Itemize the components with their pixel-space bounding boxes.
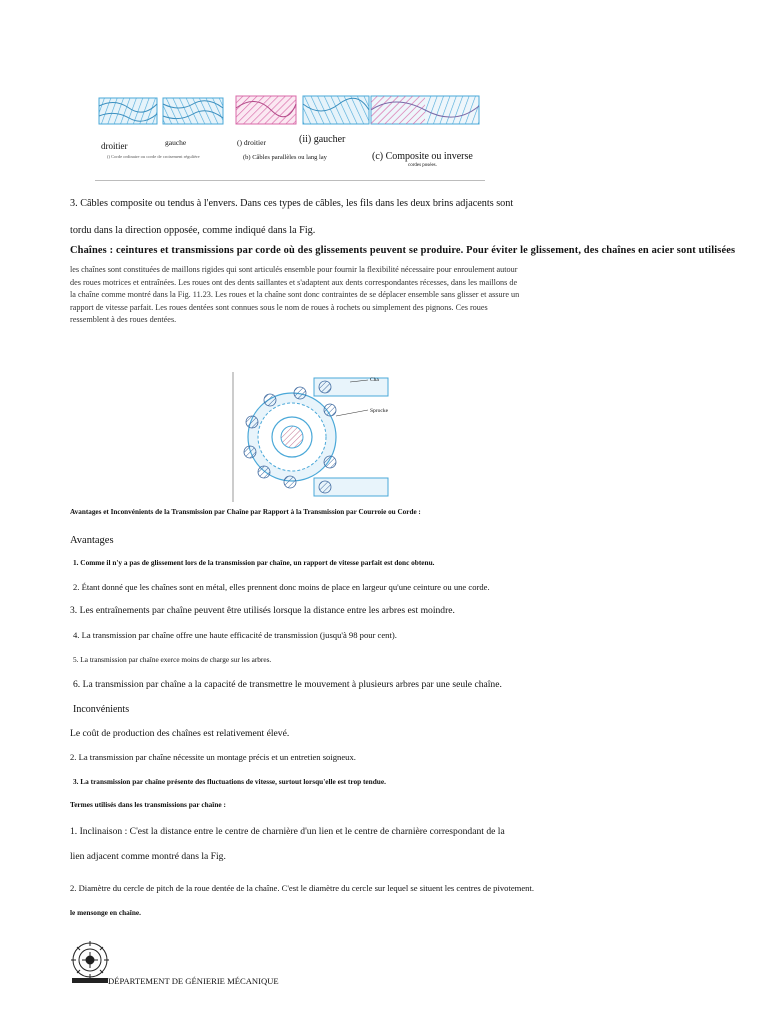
terme-1-line-2: lien adjacent comme montré dans la Fig. <box>70 851 226 862</box>
avantages-heading: Avantages <box>70 535 114 546</box>
paragraph-3-line-2: tordu dans la direction opposée, comme indiqué dans la Fig. <box>70 225 316 236</box>
avantage-3: 3. Les entraînements par chaîne peuvent être utilisés lorsque la distance entre les arbres est moindre. <box>70 605 455 616</box>
cable-lays-drawing <box>95 88 485 183</box>
avantage-6: 6. La transmission par chaîne a la capacité de transmettre le mouvement à plusieurs arbres par une seule chaîne. <box>73 679 502 690</box>
terme-2-sub: le mensonge en chaîne. <box>70 908 141 917</box>
label-droitier: droitier <box>101 141 128 151</box>
inconvenients-heading: Inconvénients <box>73 704 130 715</box>
inconvenient-2: 2. La transmission par chaîne nécessite un montage précis et un entretien soigneux. <box>70 752 356 762</box>
label-i-droitier: () droitier <box>237 138 266 147</box>
rope-ii-gaucher <box>303 96 369 124</box>
caption-c: (c) Composite ou inverse <box>372 151 473 162</box>
label-chain: Cha <box>370 377 379 383</box>
advantages-title: Avantages et Inconvénients de la Transmission par Chaîne par Rapport à la Transmission par Courroie ou Corde : <box>70 508 421 516</box>
termes-heading: Termes utilisés dans les transmissions par chaîne : <box>70 800 226 809</box>
inconvenient-1: Le coût de production des chaînes est relativement élevé. <box>70 728 290 739</box>
chains-body: les chaînes sont constituées de maillons rigides qui sont articulés ensemble pour fournir la flexibilité nécessaire pour enroulement autour des roues motrices et entraînées. Les roues ont des dents saillantes et s'adaptent aux dents correspondantes récesses, dans les maillons de la chaîne comme montré dans la Fig. 11.23. Les roues et la chaîne sont donc contraintes de se déplacer ensemble sans glisser et assure un rapport de vitesse parfait. Les roues dentées sont connues sous le nom de roues à rochets ou simplement des pignons. Ces roues ressemblent à des roues dentées. <box>70 265 520 325</box>
label-gauche: gauche <box>165 138 187 147</box>
avantage-4: 4. La transmission par chaîne offre une haute efficacité de transmission (jusqu'à 98 pour cent). <box>73 630 397 640</box>
chains-heading: Chaînes : ceintures et transmissions par corde où des glissements peuvent se produire. Pour éviter le glissement, des chaînes en acier sont utilisées <box>70 245 736 256</box>
caption-a: () Corde ordinaire ou corde de croisement régulière <box>107 154 200 159</box>
chain-sprocket-drawing <box>230 370 400 505</box>
rope-gauche <box>163 98 223 124</box>
paragraph-3-line-1: 3. Câbles composite ou tendus à l'envers. Dans ces types de câbles, les fils dans les deux brins adjacents sont <box>70 198 514 209</box>
footer-department: DÉPARTEMENT DE GÉNIERIE MÉCANIQUE <box>108 976 279 986</box>
terme-2: 2. Diamètre du cercle de pitch de la roue dentée de la chaîne. C'est le diamètre du cercle sur lequel se situent les centres de pivotement. <box>70 883 534 893</box>
label-ii-gaucher: (ii) gaucher <box>299 134 346 145</box>
caption-c-sub: cordes posées. <box>408 163 437 168</box>
rope-i-droitier <box>236 96 296 124</box>
department-logo-icon <box>70 938 110 986</box>
rope-droitier <box>99 98 157 124</box>
avantage-2: 2. Étant donné que les chaînes sont en métal, elles prennent donc moins de place en largeur qu'une ceinture ou une corde. <box>73 582 490 592</box>
avantage-1: 1. Comme il n'y a pas de glissement lors de la transmission par chaîne, un rapport de vitesse parfait est donc obtenu. <box>73 558 435 567</box>
figure-cable-lays <box>95 88 485 183</box>
caption-b: (b) Câbles parallèles ou lang lay <box>243 154 327 161</box>
footer <box>70 938 330 990</box>
figure-chain-sprocket <box>230 370 400 505</box>
figure-rule <box>95 180 485 181</box>
inconvenient-3: 3. La transmission par chaîne présente des fluctuations de vitesse, surtout lorsqu'elle est trop tendue. <box>73 777 386 786</box>
paragraph-3 <box>70 197 540 238</box>
rope-composite <box>371 96 479 124</box>
terme-1-line-1: 1. Inclinaison : C'est la distance entre le centre de charnière d'un lien et le centre de charnière correspondant de la <box>70 826 505 837</box>
label-sprocket: Sprocke <box>370 408 389 414</box>
avantage-5: 5. La transmission par chaîne exerce moins de charge sur les arbres. <box>73 655 272 664</box>
